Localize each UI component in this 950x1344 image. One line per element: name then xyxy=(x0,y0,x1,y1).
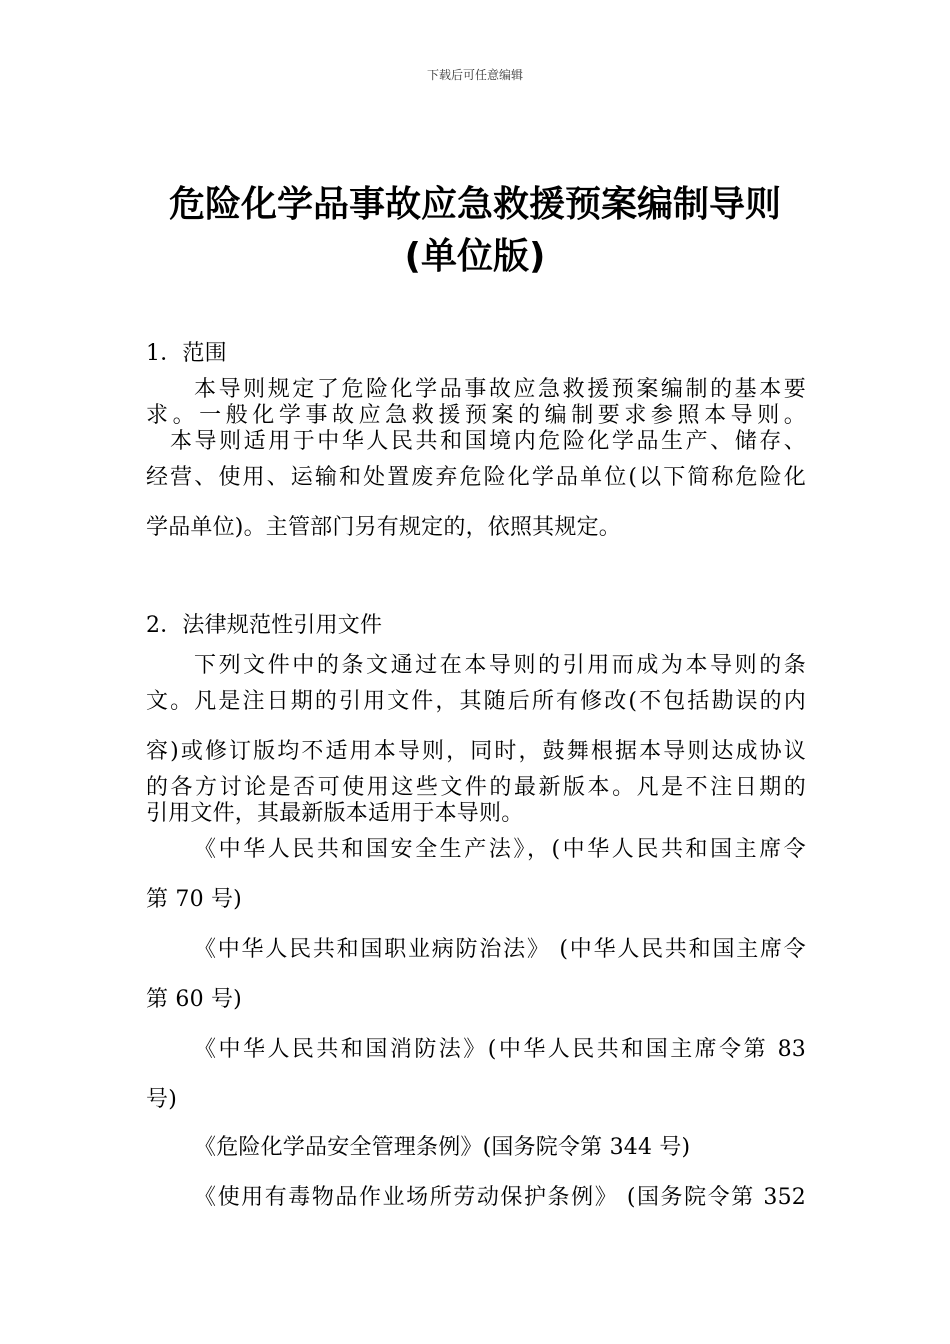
law-reference-cont: 第 70 号) xyxy=(146,887,242,912)
law-reference-cont: 第 60 号) xyxy=(146,987,242,1012)
paragraph-line: 本导则规定了危险化学品事故应急救援预案编制的基本要 xyxy=(194,377,806,402)
document-subtitle: (单位版) xyxy=(404,236,546,277)
paragraph-line: 的各方讨论是否可使用这些文件的最新版本。凡是不注日期的 xyxy=(146,775,806,800)
paragraph-line: 学品单位)。主管部门另有规定的，依照其规定。 xyxy=(146,515,621,540)
page-header: 下载后可任意编辑 xyxy=(426,68,523,82)
paragraph-line: 文。凡是注日期的引用文件，其随后所有修改(不包括勘误的内 xyxy=(146,689,806,714)
law-reference: 《中华人民共和国消防法》(中华人民共和国主席令第 83 xyxy=(194,1037,806,1062)
law-reference: 《中华人民共和国安全生产法》，(中华人民共和国主席令 xyxy=(194,837,806,862)
section-heading-references: 2．法律规范性引用文件 xyxy=(146,613,383,638)
paragraph-line: 容)或修订版均不适用本导则，同时，鼓舞根据本导则达成协议 xyxy=(146,739,806,764)
law-reference: 《危险化学品安全管理条例》(国务院令第 344 号) xyxy=(194,1135,691,1160)
paragraph-line: 下列文件中的条文通过在本导则的引用而成为本导则的条 xyxy=(194,653,806,678)
paragraph-line: 本导则适用于中华人民共和国境内危险化学品生产、储存、 xyxy=(170,429,806,454)
paragraph-line: 引用文件，其最新版本适用于本导则。 xyxy=(146,801,524,826)
law-reference: 《使用有毒物品作业场所劳动保护条例》 (国务院令第 352 xyxy=(194,1185,806,1210)
law-reference-cont: 号) xyxy=(146,1087,177,1112)
document-title: 危险化学品事故应急救援预案编制导则 xyxy=(168,184,781,225)
paragraph-line: 经营、使用、运输和处置废弃危险化学品单位(以下简称危险化 xyxy=(146,465,806,490)
section-heading-scope: 1．范围 xyxy=(146,341,227,366)
law-reference: 《中华人民共和国职业病防治法》 (中华人民共和国主席令 xyxy=(194,937,806,962)
paragraph-line: 求。一般化学事故应急救援预案的编制要求参照本导则。 xyxy=(146,403,806,428)
